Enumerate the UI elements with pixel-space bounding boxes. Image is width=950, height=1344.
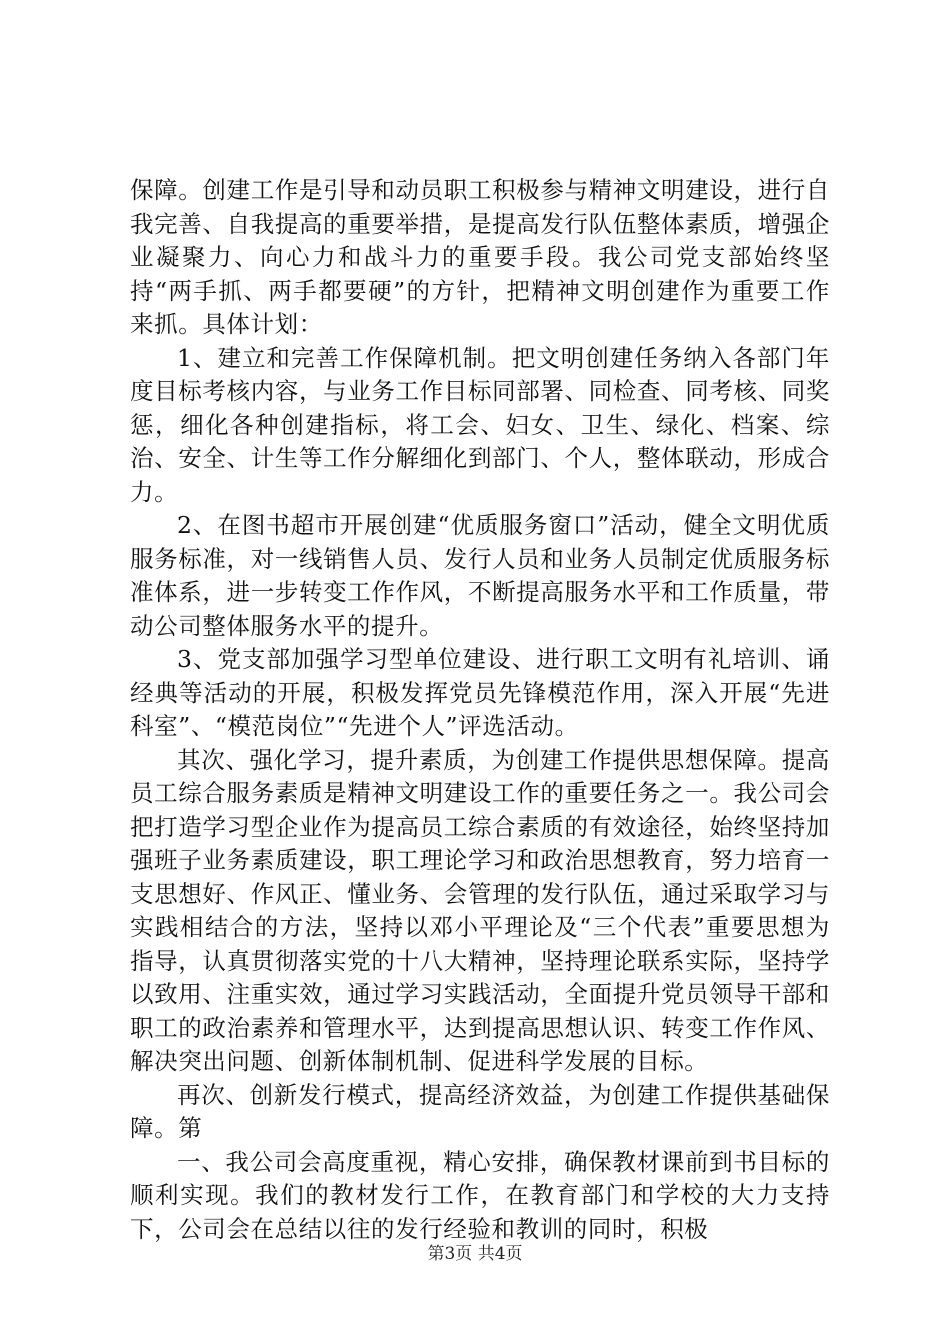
document-body: [130, 174, 830, 1246]
paragraph-5: 其次、强化学习，提升素质，为创建工作提供思想保障。提高员工综合服务素质是精神文明建设工作的重要任务之一。我公司会把打造学习型企业作为提高员工综合素质的有效途径，始终坚持加强班子业务素质建设，职工理论学习和政治思想教育，努力培育一支思想好、作风正、懂业务、会管理的发行队伍，通过采取学习与实践相结合的方法，坚持以邓小平理论及“三个代表”重要思想为指导，认真贯彻落实党的十八大精神，坚持理论联系实际，坚持学以致用、注重实效，通过学习实践活动，全面提升党员领导干部和职工的政治素养和管理水平，达到提高思想认识、转变工作作风、解决突出问题、创新体制机制、促进科学发展的目标。: [130, 745, 830, 1075]
paragraph-4: 3、党支部加强学习型单位建设、进行职工文明有礼培训、诵经典等活动的开展，积极发挥党员先锋模范作用，深入开展“先进科室”、“模范岗位”“先进个人”评选活动。: [130, 645, 830, 740]
page-number-footer: 第3页 共4页: [427, 1244, 523, 1264]
paragraph-2: 1、建立和完善工作保障机制。把文明创建任务纳入各部门年度目标考核内容，与业务工作目标同部署、同检查、同考核、同奖惩，细化各种创建指标，将工会、妇女、卫生、绿化、档案、综治、安全、计生等工作分解细化到部门、个人，整体联动，形成合力。: [130, 343, 830, 506]
paragraph-1: 保障。创建工作是引导和动员职工积极参与精神文明建设，进行自我完善、自我提高的重要举措，是提高发行队伍整体素质，增强企业凝聚力、向心力和战斗力的重要手段。我公司党支部始终坚持“两手抓、两手都要硬”的方针，把精神文明创建作为重要工作来抓。具体计划：: [130, 176, 830, 338]
paragraph-3: 2、在图书超市开展创建“优质服务窗口”活动，健全文明优质服务标准，对一线销售人员、发行人员和业务人员制定优质服务标准体系，进一步转变工作作风，不断提高服务水平和工作质量，带动公司整体服务水平的提升。: [130, 511, 830, 640]
paragraph-7: 一、我公司会高度重视，精心安排，确保教材课前到书目标的顺利实现。我们的教材发行工作，在教育部门和学校的大力支持下，公司会在总结以往的发行经验和教训的同时，积极: [130, 1147, 830, 1243]
paragraph-6: 再次、创新发行模式，提高经济效益，为创建工作提供基础保障。第: [130, 1080, 830, 1142]
